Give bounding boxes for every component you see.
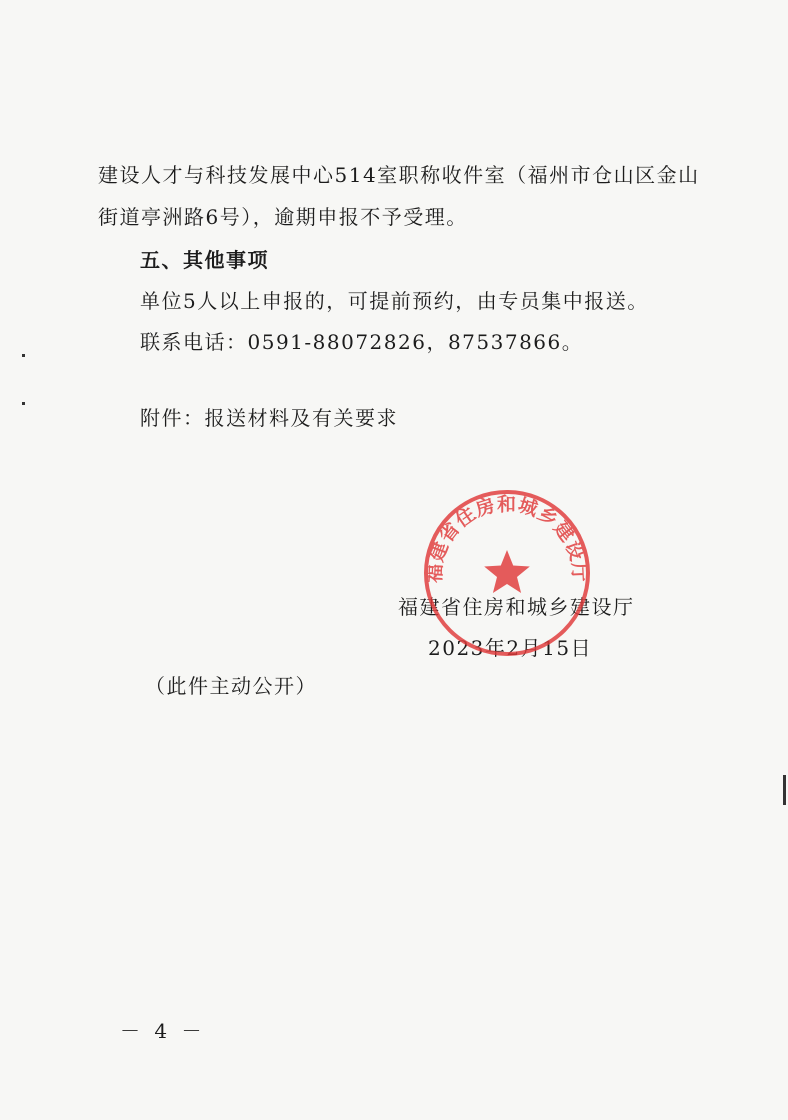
section-paragraph: 单位5人以上申报的，可提前预约，由专员集中报送。	[140, 289, 649, 313]
contact-phone: 联系电话：0591-88072826，87537866。	[140, 330, 584, 354]
section-heading: 五、其他事项	[140, 248, 269, 272]
public-disclosure-note: （此件主动公开）	[145, 674, 317, 698]
official-seal-stamp	[422, 488, 592, 658]
seal-star-icon	[484, 550, 530, 593]
scan-artifact	[22, 354, 25, 357]
signature-org: 福建省住房和城乡建设厅	[398, 595, 635, 619]
seal-text: 福建省住房和城乡建设厅	[423, 493, 591, 584]
page-number: － 4 －	[120, 1019, 206, 1043]
body-line-1: 建设人才与科技发展中心514室职称收件室（福州市仓山区金山	[98, 163, 700, 187]
attachment-note: 附件：报送材料及有关要求	[140, 406, 398, 430]
scan-artifact	[783, 775, 786, 805]
body-line-2: 街道亭洲路6号），逾期申报不予受理。	[98, 205, 468, 229]
scan-artifact	[22, 402, 25, 405]
signature-date: 2023年2月15日	[428, 636, 593, 660]
